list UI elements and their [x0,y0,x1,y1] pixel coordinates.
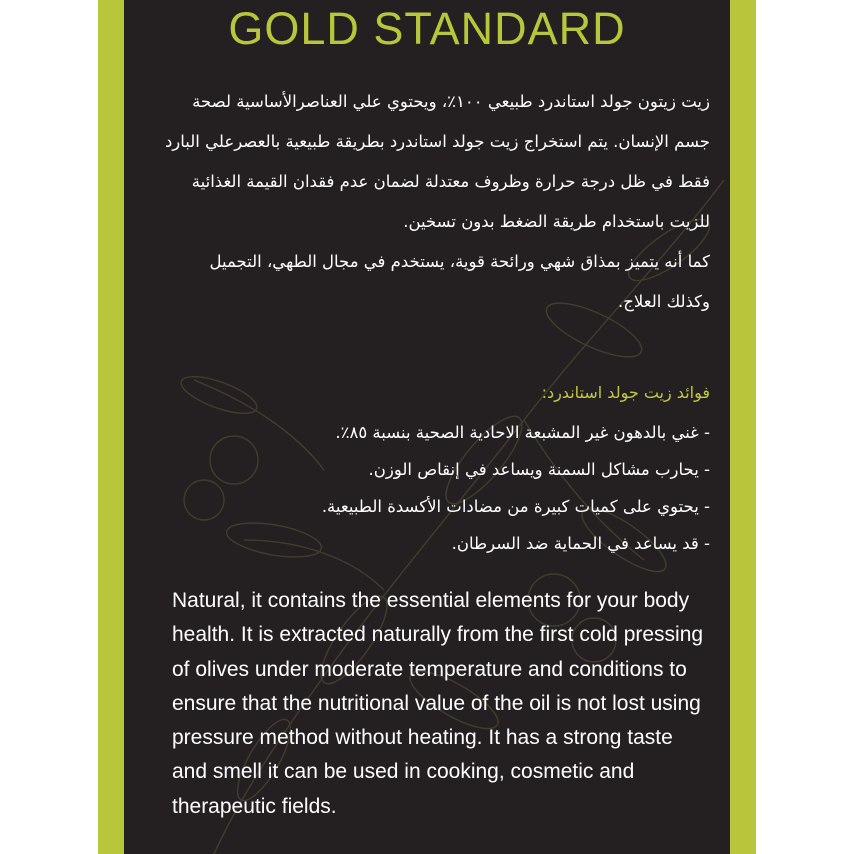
arabic-paragraph-1: زيت زيتون جولد استاندرد طبيعي ١٠٠٪، ويحتوي علي العناصرالأساسية لصحة جسم الإنسان. يتم استخراج زيت جولد استاندرد بطريقة طبيعية بالعصرعلي البارد فقط في ظل درجة حرارة وظروف معتدلة لضمان عدم فقدان القيمة الغذائية للزيت باستخدام طريقة الضغط بدون تسخين. [164,92,710,231]
product-title: GOLD STANDARD [228,3,626,54]
benefit-item: - يحارب مشاكل السمنة ويساعد في إنقاص الوزن. [368,460,710,479]
benefits-heading: فوائد زيت جولد استاندرد: [541,383,710,402]
label-panel [124,0,730,854]
benefit-item: - غني بالدهون غير المشبعة الاحادية الصحية بنسبة ٨٥٪. [335,423,710,442]
arabic-description [164,82,710,322]
benefit-item: - قد يساعد في الحماية ضد السرطان. [451,534,710,553]
english-description: Natural, it contains the essential elements for your body health. It is extracted naturally from the first cold pressing of olives under moderate temperature and conditions to ensure that the nutritional value of the oil is not lost using pressure method without heating. It has a strong taste and smell it can be used in cooking, cosmetic and therapeutic fields. [172,589,704,818]
benefits-list [164,414,710,562]
arabic-paragraph-2: كما أنه يتميز بمذاق شهي ورائحة قوية، يستخدم في مجال الطهي، التجميل وكذلك العلاج. [209,252,710,311]
benefit-item: - يحتوي على كميات كبيرة من مضادات الأكسدة الطبيعية. [321,497,710,516]
left-accent-band [98,0,124,854]
right-accent-band [730,0,756,854]
